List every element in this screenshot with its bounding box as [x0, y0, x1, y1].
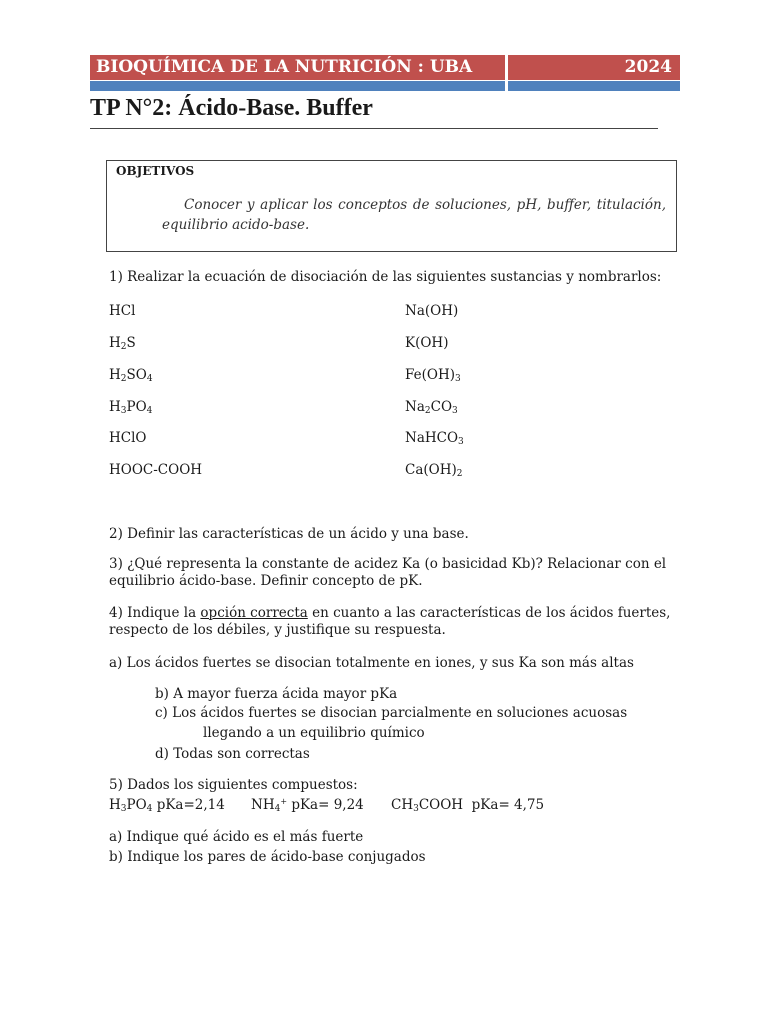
q1-left-6: HOOC-COOH	[109, 462, 203, 478]
q4-correct-option-emphasis: opción correcta	[200, 605, 308, 621]
q4-line-1-post: en cuanto a las características de los ácidos fuertes,	[307, 605, 671, 621]
q4-line-2: respecto de los débiles, y justifique su respuesta.	[109, 622, 446, 638]
q1-left-5: HClO	[109, 430, 147, 446]
q2-prompt: 2) Definir las características de un ácido y una base.	[109, 526, 469, 542]
q5-compound-1: $H_3PO_4$ pKa=2,14	[109, 797, 225, 814]
q1-left-4: $H_3PO_4$	[109, 399, 153, 416]
header-year-bar	[508, 55, 680, 80]
q1-right-1: Na(OH)	[405, 303, 459, 319]
q1-right-2: K(OH)	[405, 335, 449, 351]
title-divider	[90, 128, 658, 129]
q1-right-4: $Na_2CO_3$	[405, 399, 458, 416]
header-accent-right	[508, 81, 680, 91]
q4-option-d: d) Todas son correctas	[155, 746, 310, 762]
header-accent-left	[90, 81, 505, 91]
q4-line-1-pre: 4) Indique la	[109, 605, 201, 621]
q5-compound-3: $CH_3COOH$ pKa= 4,75	[391, 797, 545, 814]
header-year: 2024	[624, 57, 672, 77]
q1-right-5: NaHCO$_3$	[405, 430, 464, 447]
objectives-text: Conocer y aplicar los conceptos de soluciones, pH, buffer, titulación, equilibrio acido-base.	[162, 197, 666, 233]
q1-left-2: $H_2S$	[109, 335, 136, 352]
q1-right-3: $Fe(OH)_3$	[405, 367, 461, 384]
objectives-heading: OBJETIVOS	[116, 164, 195, 178]
header-course-bar	[90, 55, 505, 80]
q4-line-1	[109, 604, 670, 622]
q1-left-1: HCl	[109, 303, 136, 319]
q3-line-1: 3) ¿Qué representa la constante de acidez Ka (o basicidad Kb)? Relacionar con el	[109, 556, 667, 572]
q4-option-c-continued: llegando a un equilibrio químico	[203, 725, 425, 741]
q1-right-6: $Ca(OH)_2$	[405, 462, 463, 479]
header-course: BIOQUÍMICA DE LA NUTRICIÓN : UBA	[96, 57, 473, 77]
q5-compound-2: $NH_4^+$ pKa= 9,24	[251, 797, 364, 814]
q5-prompt: 5) Dados los siguientes compuestos:	[109, 777, 358, 793]
q5-part-a: a) Indique qué ácido es el más fuerte	[109, 829, 364, 845]
q4-option-a: a) Los ácidos fuertes se disocian totalmente en iones, y sus Ka son más altas	[109, 655, 634, 671]
q5-part-b: b) Indique los pares de ácido-base conjugados	[109, 849, 426, 865]
q1-left-3: $H_2SO_4$	[109, 367, 153, 384]
q4-option-c: c) Los ácidos fuertes se disocian parcialmente en soluciones acuosas	[155, 705, 628, 721]
q3-line-2: equilibrio ácido-base. Definir concepto de pK.	[109, 573, 423, 589]
q4-option-b: b) A mayor fuerza ácida mayor pKa	[155, 686, 398, 702]
page-title: TP N°2: Ácido-Base. Buffer	[90, 95, 373, 121]
q1-prompt: 1) Realizar la ecuación de disociación de las siguientes sustancias y nombrarlos:	[109, 269, 662, 285]
